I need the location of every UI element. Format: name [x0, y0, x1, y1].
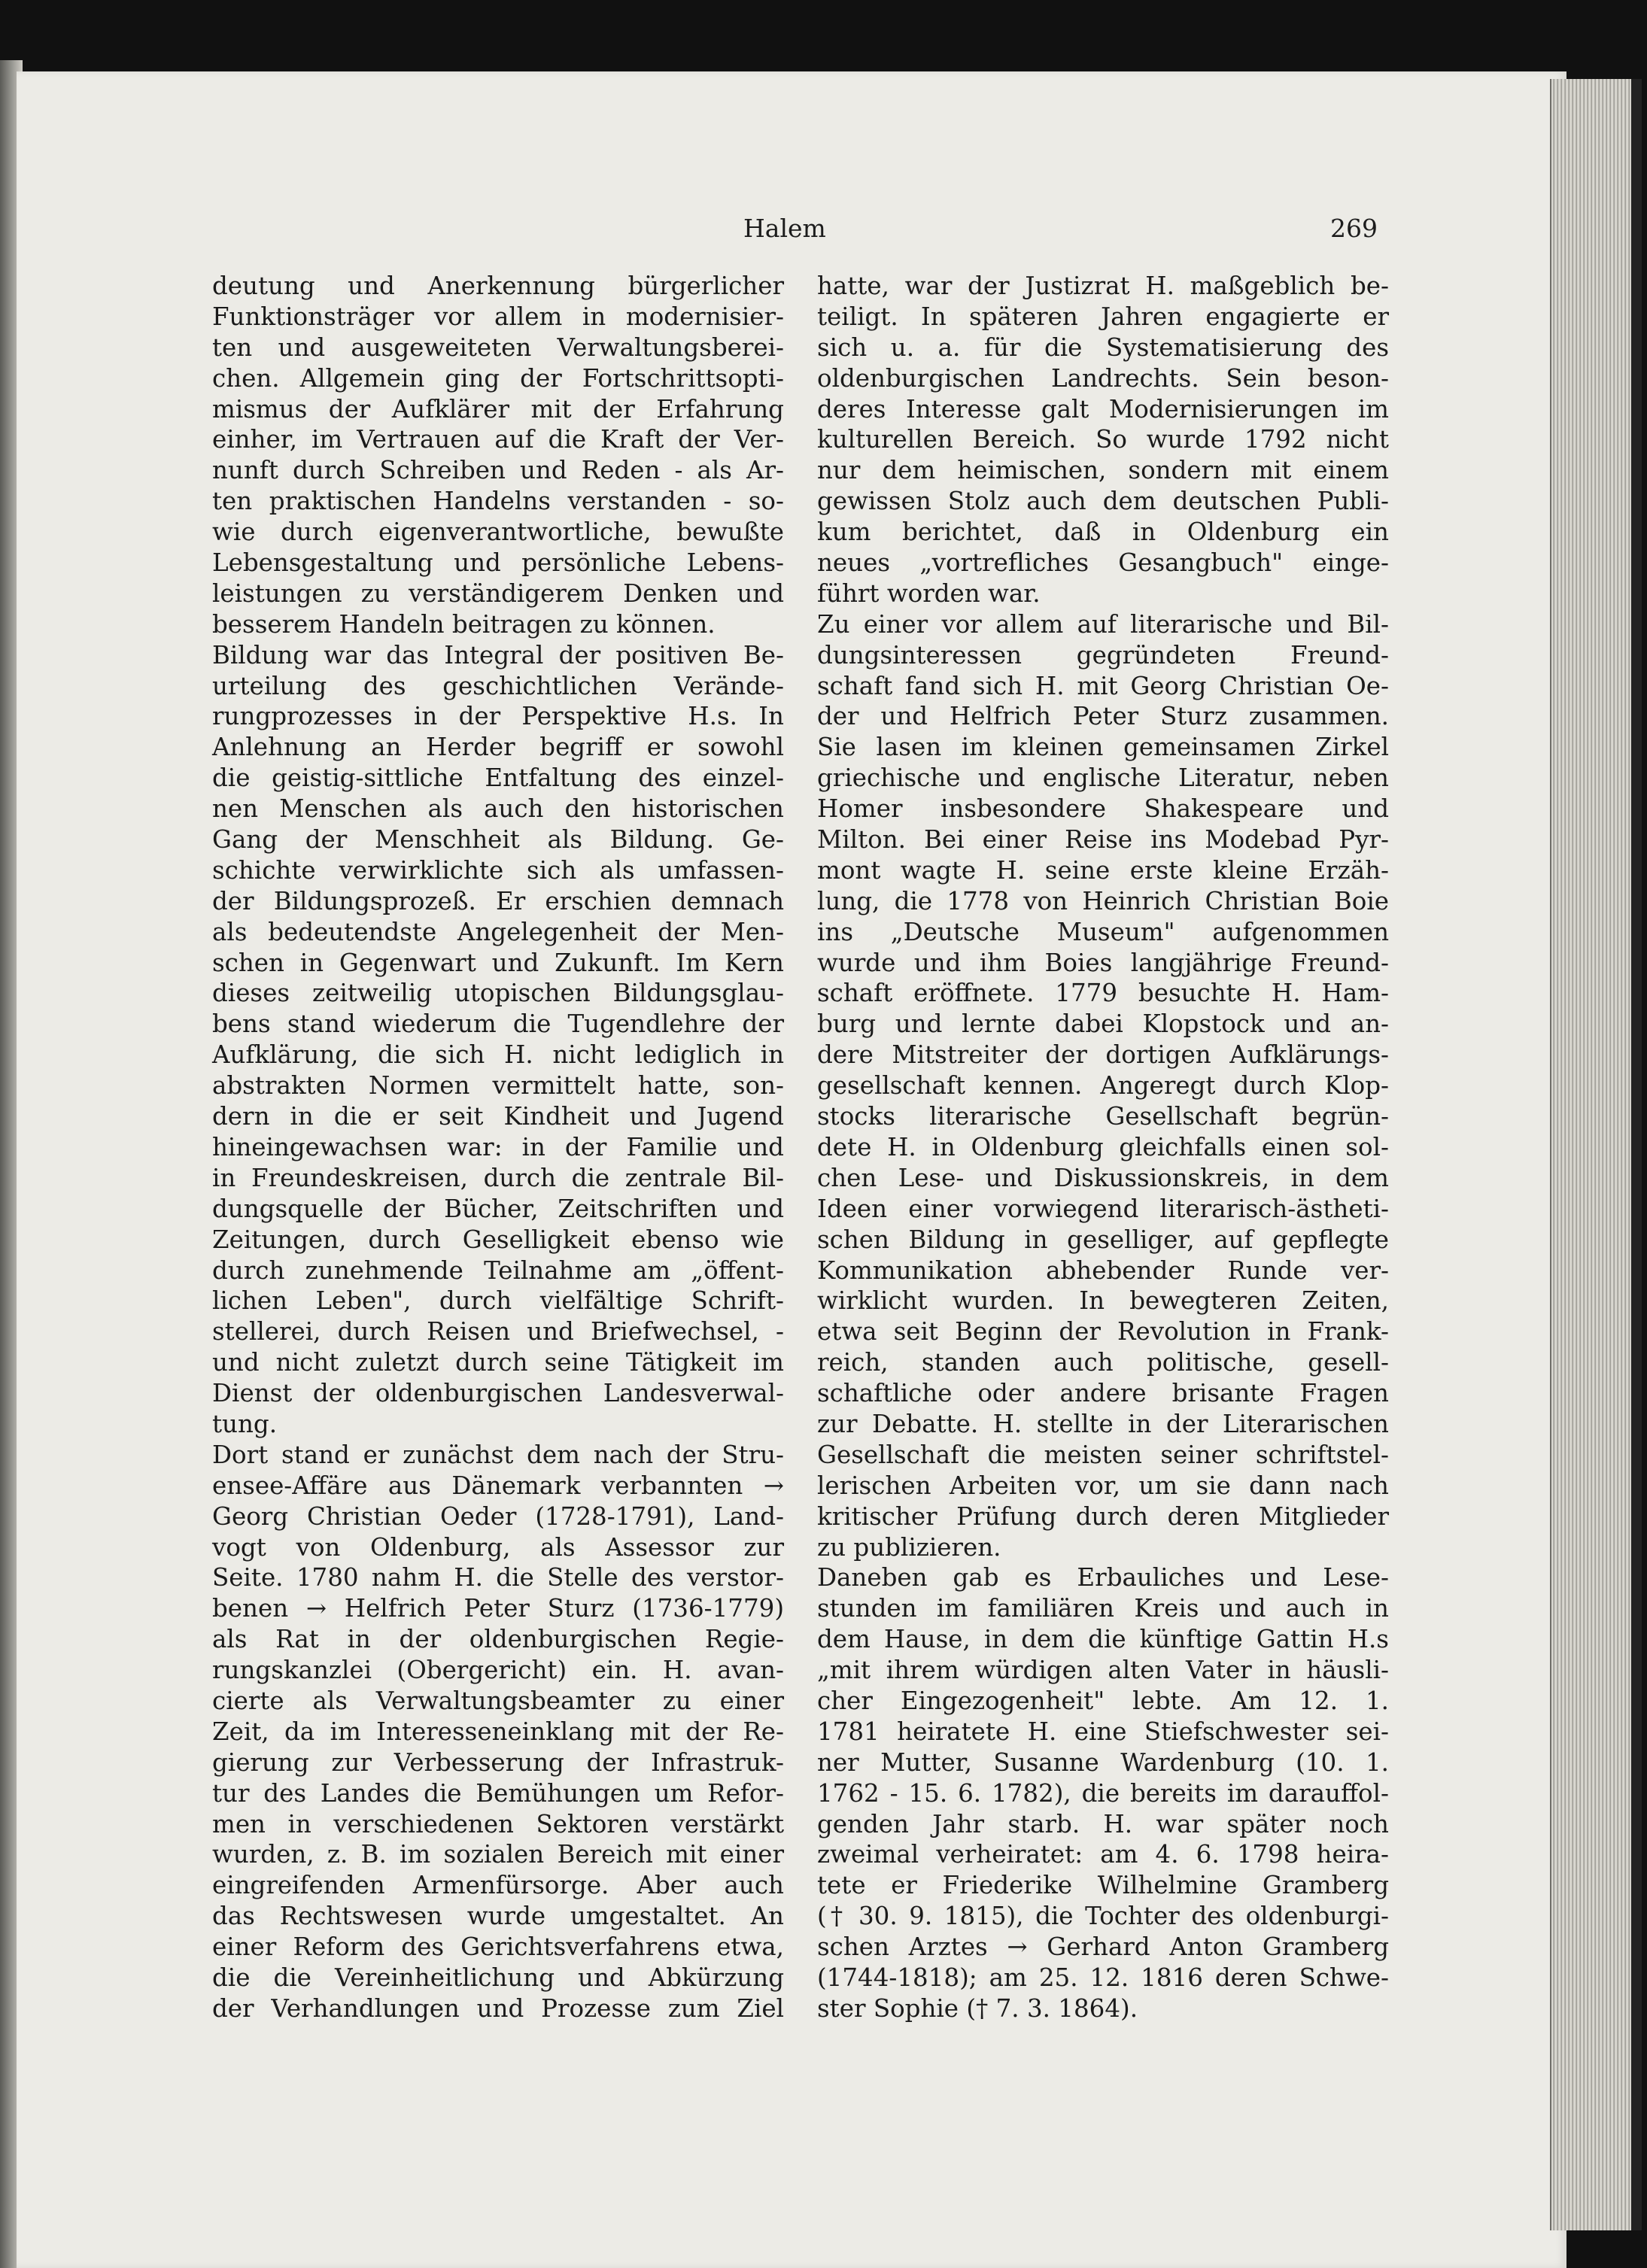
text-line: kulturellen Bereich. So wurde 1792 nicht	[817, 425, 1389, 454]
text-line: gewissen Stolz auch dem deutschen Publi-	[817, 487, 1389, 516]
text-line: Zeitungen, durch Geselligkeit ebenso wie	[212, 1225, 784, 1254]
text-line: eingreifenden Armenfürsorge. Aber auch	[212, 1871, 784, 1900]
text-line: nen Menschen als auch den historischen	[212, 794, 784, 824]
text-line: Zu einer vor allem auf literarische und Bil-	[817, 609, 1389, 639]
text-line: Ideen einer vorwiegend literarisch-ästheti-	[817, 1194, 1389, 1223]
text-line: burg und lernte dabei Klopstock und an-	[817, 1010, 1389, 1039]
text-line: mont wagte H. seine erste kleine Erzäh-	[817, 855, 1389, 885]
text-line: Aufklärung, die sich H. nicht lediglich in	[212, 1040, 784, 1070]
text-line: schaft fand sich H. mit Georg Christian Oe-	[817, 671, 1389, 700]
text-line: rungskanzlei (Obergericht) ein. H. avan-	[212, 1656, 784, 1685]
text-line: der Bildungsprozeß. Er erschien demnach	[212, 886, 784, 915]
text-line: ner Mutter, Susanne Wardenburg (10. 1.	[817, 1747, 1389, 1777]
text-line: das Rechtswesen wurde umgestaltet. An	[212, 1902, 784, 1931]
text-line: Lebensgestaltung und persönliche Lebens-	[212, 548, 784, 578]
text-line: wurden, z. B. im sozialen Bereich mit einer	[212, 1840, 784, 1869]
text-line: wirklicht wurden. In bewegteren Zeiten,	[817, 1286, 1389, 1316]
text-line: wie durch eigenverantwortliche, bewußte	[212, 518, 784, 547]
text-line: ins „Deutsche Museum" aufgenommen	[817, 917, 1389, 946]
text-line: deutung und Anerkennung bürgerlicher	[212, 272, 784, 300]
text-line: abstrakten Normen vermittelt hatte, son-	[212, 1071, 784, 1101]
text-line: lung, die 1778 von Heinrich Christian Boie	[817, 886, 1389, 915]
text-line: Georg Christian Oeder (1728-1791), Land-	[212, 1501, 784, 1531]
text-line: lerischen Arbeiten vor, um sie dann nach	[817, 1471, 1389, 1500]
text-line: durch zunehmende Teilnahme am „öffent-	[212, 1255, 784, 1285]
text-line: etwa seit Beginn der Revolution in Frank-	[817, 1317, 1389, 1347]
text-line: schaftliche oder andere brisante Fragen	[817, 1379, 1389, 1408]
text-line: Homer insbesondere Shakespeare und	[817, 794, 1389, 824]
text-line: als bedeutendste Angelegenheit der Men-	[212, 917, 784, 946]
text-line: urteilung des geschichtlichen Verände-	[212, 671, 784, 700]
book-fore-edge	[1550, 79, 1642, 2230]
text-line: dieses zeitweilig utopischen Bildungsglau-	[212, 979, 784, 1008]
page-header	[0, 214, 1647, 259]
text-line: neues „vortrefliches Gesangbuch" einge-	[817, 548, 1389, 578]
text-line: tung.	[212, 1409, 278, 1438]
text-line: gesellschaft kennen. Angeregt durch Klop-	[817, 1071, 1389, 1101]
text-line: schen Bildung in geselliger, auf gepflegte	[817, 1225, 1389, 1254]
text-line: in Freundeskreisen, durch die zentrale Bil-	[212, 1163, 784, 1192]
text-line: reich, standen auch politische, gesell-	[817, 1348, 1389, 1377]
text-line: führt worden war.	[817, 578, 1041, 608]
text-line: cierte als Verwaltungsbeamter zu einer	[212, 1686, 784, 1715]
text-line: stunden im familiären Kreis und auch in	[817, 1594, 1389, 1623]
text-line: Daneben gab es Erbauliches und Lese-	[817, 1563, 1389, 1592]
text-line: Bildung war das Integral der positiven Be-	[212, 640, 784, 669]
text-line: dete H. in Oldenburg gleichfalls einen sol-	[817, 1132, 1389, 1161]
text-line: cher Eingezogenheit" lebte. Am 12. 1.	[817, 1686, 1389, 1715]
text-line: kum berichtet, daß in Oldenburg ein	[817, 518, 1389, 547]
text-line: Anlehnung an Herder begriff er sowohl	[212, 733, 784, 762]
text-line: dungsquelle der Bücher, Zeitschriften und	[212, 1194, 784, 1223]
text-line: stellerei, durch Reisen und Briefwechsel, -	[212, 1317, 784, 1347]
text-line: einer Reform des Gerichtsverfahrens etwa,	[212, 1933, 784, 1962]
text-line: lichen Leben", durch vielfältige Schrift-	[212, 1286, 784, 1316]
text-line: stocks literarische Gesellschaft begrün-	[817, 1102, 1389, 1131]
text-line: schen Arztes → Gerhard Anton Gramberg	[817, 1933, 1389, 1962]
text-line: chen Lese- und Diskussionskreis, in dem	[817, 1163, 1389, 1192]
text-line: teiligt. In späteren Jahren engagierte er	[817, 302, 1389, 331]
text-line: Zeit, da im Interesseneinklang mit der Re-	[212, 1717, 784, 1746]
text-line: schichte verwirklichte sich als umfassen-	[212, 855, 784, 885]
text-line: schaft eröffnete. 1779 besuchte H. Ham-	[817, 979, 1389, 1008]
text-line: († 30. 9. 1815), die Tochter des oldenburgi-	[817, 1902, 1389, 1931]
text-line: Gang der Menschheit als Bildung. Ge-	[212, 825, 784, 855]
text-line: leistungen zu verständigerem Denken und	[212, 578, 784, 608]
text-line: tete er Friederike Wilhelmine Gramberg	[817, 1871, 1389, 1900]
text-line: gierung zur Verbesserung der Infrastruk-	[212, 1747, 784, 1777]
text-line: besserem Handeln beitragen zu können.	[212, 609, 716, 639]
text-line: einher, im Vertrauen auf die Kraft der Ver-	[212, 425, 784, 454]
text-line: als Rat in der oldenburgischen Regie-	[212, 1625, 784, 1654]
text-line: dere Mitstreiter der dortigen Aufklärungs-	[817, 1040, 1389, 1070]
text-line: ensee-Affäre aus Dänemark verbannten →	[212, 1471, 784, 1500]
text-line: Milton. Bei einer Reise ins Modebad Pyr-	[817, 825, 1389, 855]
text-line: mismus der Aufklärer mit der Erfahrung	[212, 394, 784, 424]
text-line: schen in Gegenwart und Zukunft. Im Kern	[212, 948, 784, 977]
text-line: chen. Allgemein ging der Fortschrittsopti-	[212, 363, 784, 393]
text-line: 1781 heiratete H. eine Stiefschwester sei-	[817, 1717, 1389, 1746]
text-line: genden Jahr starb. H. war später noch	[817, 1809, 1389, 1838]
text-line: Gesellschaft die meisten seiner schriftstel-	[817, 1440, 1389, 1469]
text-line: dungsinteressen gegründeten Freund-	[817, 640, 1389, 669]
text-line: Funktionsträger vor allem in modernisier-	[212, 302, 784, 331]
text-line: (1744-1818); am 25. 12. 1816 deren Schwe-	[817, 1963, 1389, 1992]
text-line: bens stand wiederum die Tugendlehre der	[212, 1010, 784, 1039]
text-line: Dienst der oldenburgischen Landesverwal-	[212, 1379, 784, 1408]
text-line: Kommunikation abhebender Runde ver-	[817, 1255, 1389, 1285]
text-line: kritischer Prüfung durch deren Mitglieder	[817, 1501, 1389, 1531]
text-line: der und Helfrich Peter Sturz zusammen.	[817, 702, 1389, 731]
text-line: zu publizieren.	[817, 1532, 1001, 1562]
text-line: dern in die er seit Kindheit und Jugend	[212, 1102, 784, 1131]
text-line: rungprozesses in der Perspektive H.s. In	[212, 702, 784, 731]
text-line: hatte, war der Justizrat H. maßgeblich be-	[817, 272, 1389, 300]
text-line: und nicht zuletzt durch seine Tätigkeit im	[212, 1348, 784, 1377]
text-line: benen → Helfrich Peter Sturz (1736-1779)	[212, 1594, 784, 1623]
text-line: die die Vereinheitlichung und Abkürzung	[212, 1963, 784, 1992]
running-head: Halem	[743, 214, 826, 243]
text-line: 1762 - 15. 6. 1782), die bereits im darauffol-	[817, 1778, 1389, 1808]
text-line: „mit ihrem würdigen alten Vater in häusli-	[817, 1656, 1389, 1685]
right-text-column	[817, 271, 1389, 2024]
text-line: vogt von Oldenburg, als Assessor zur	[212, 1532, 784, 1562]
text-line: nunft durch Schreiben und Reden - als Ar-	[212, 456, 784, 485]
left-text-column	[212, 271, 784, 2024]
text-line: wurde und ihm Boies langjährige Freund-	[817, 948, 1389, 977]
text-line: ster Sophie († 7. 3. 1864).	[817, 1993, 1138, 2023]
text-line: Dort stand er zunächst dem nach der Stru-	[212, 1440, 784, 1469]
text-line: nur dem heimischen, sondern mit einem	[817, 456, 1389, 485]
text-line: Sie lasen im kleinen gemeinsamen Zirkel	[817, 733, 1389, 762]
text-line: Seite. 1780 nahm H. die Stelle des verstor-	[212, 1563, 784, 1592]
text-line: zweimal verheiratet: am 4. 6. 1798 heira-	[817, 1840, 1389, 1869]
text-line: tur des Landes die Bemühungen um Refor-	[212, 1778, 784, 1808]
text-line: oldenburgischen Landrechts. Sein beson-	[817, 363, 1389, 393]
text-line: sich u. a. für die Systematisierung des	[817, 332, 1389, 362]
text-line: deres Interesse galt Modernisierungen im	[817, 394, 1389, 424]
text-line: griechische und englische Literatur, neben	[817, 764, 1389, 793]
text-line: dem Hause, in dem die künftige Gattin H.s	[817, 1625, 1389, 1654]
text-line: ten und ausgeweiteten Verwaltungsberei-	[212, 332, 784, 362]
text-line: ten praktischen Handelns verstanden - so-	[212, 487, 784, 516]
text-line: die geistig-sittliche Entfaltung des einzel-	[212, 764, 784, 793]
text-line: zur Debatte. H. stellte in der Literarischen	[817, 1409, 1389, 1438]
text-line: men in verschiedenen Sektoren verstärkt	[212, 1809, 784, 1838]
text-line: hineingewachsen war: in der Familie und	[212, 1132, 784, 1161]
text-line: der Verhandlungen und Prozesse zum Ziel	[212, 1993, 784, 2023]
page-number: 269	[1330, 214, 1378, 243]
